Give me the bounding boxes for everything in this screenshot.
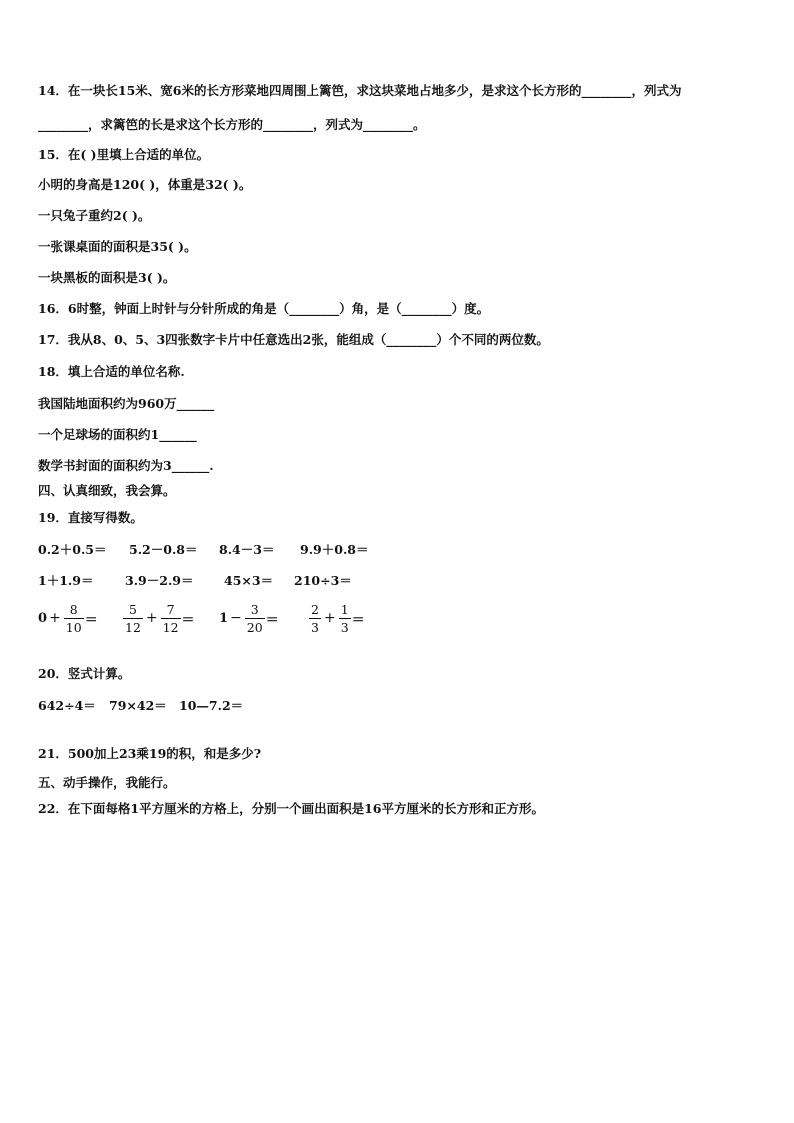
fraction-expression <box>219 596 279 640</box>
calc-item: 79×42＝ <box>109 698 167 713</box>
fraction <box>64 601 84 636</box>
q18-item: 一个足球场的面积约1______ <box>38 427 197 442</box>
numerator: 8 <box>69 601 78 617</box>
q21-text: 21．500加上23乘19的积，和是多少? <box>38 746 262 761</box>
calc-item: 8.4－3＝ <box>219 542 275 557</box>
numerator: 7 <box>166 601 175 617</box>
numerator: 1 <box>340 601 349 617</box>
calc-item: 5.2－0.8＝ <box>129 542 198 557</box>
equals-sign: ＝ <box>351 612 365 628</box>
fraction <box>309 601 321 636</box>
q15-item: 小明的身高是120( )，体重是32( )。 <box>38 177 252 192</box>
fraction-lead: 0 <box>38 610 48 626</box>
fraction <box>123 601 143 636</box>
section5-title: 五、动手操作，我能行。 <box>38 775 176 790</box>
calc-item: 10—7.2＝ <box>179 698 244 713</box>
operator: + <box>323 610 336 626</box>
equals-sign: ＝ <box>181 612 195 628</box>
fraction-expression <box>38 596 98 640</box>
calc-item: 0.2＋0.5＝ <box>38 542 107 557</box>
numerator: 5 <box>128 601 137 617</box>
q17-text: 17．我从8、0、5、3四张数字卡片中任意选出2张，能组成（________）个不同的两位数。 <box>38 332 549 347</box>
q20-title: 20．竖式计算。 <box>38 666 131 681</box>
q15-item: 一张课桌面的面积是35( )。 <box>38 239 197 254</box>
fraction-expression <box>122 596 195 640</box>
q22-text: 22．在下面每格1平方厘米的方格上，分别一个画出面积是16平方厘米的长方形和正方形。 <box>38 801 544 816</box>
q18-item: 我国陆地面积约为960万______ <box>38 396 215 411</box>
q19-title: 19．直接写得数。 <box>38 510 143 525</box>
q14-line2: ________，求篱笆的长是求这个长方形的________，列式为________。 <box>38 117 426 132</box>
calc-item: 45×3＝ <box>224 573 274 588</box>
denominator: 3 <box>340 619 349 635</box>
section4-title: 四、认真细致，我会算。 <box>38 483 176 498</box>
q15-item: 一只兔子重约2( )。 <box>38 208 151 223</box>
denominator: 12 <box>125 619 141 635</box>
fraction-lead: 1 <box>219 610 229 626</box>
operator: − <box>230 610 242 626</box>
denominator: 10 <box>65 619 82 635</box>
numerator: 2 <box>311 601 319 617</box>
calc-item: 642÷4＝ <box>38 698 96 713</box>
q15-item: 一块黑板的面积是3( )。 <box>38 270 176 285</box>
calc-item: 210÷3＝ <box>294 573 352 588</box>
q15-title: 15．在( )里填上合适的单位。 <box>38 147 210 162</box>
fraction <box>339 601 351 636</box>
operator: + <box>49 610 61 626</box>
q16-text: 16．6时整，钟面上时针与分针所成的角是（________）角，是（________）度。 <box>38 301 490 316</box>
q18-item: 数学书封面的面积约为3______. <box>38 458 214 473</box>
calc-item: 1＋1.9＝ <box>38 573 94 588</box>
fraction <box>161 601 181 636</box>
denominator: 20 <box>246 619 263 635</box>
numerator: 3 <box>250 601 259 617</box>
q14-line1: 14．在一块长15米、宽6米的长方形菜地四周围上篱笆，求这块菜地占地多少，是求这个长方形的________，列式为 <box>38 83 682 98</box>
calc-item: 9.9＋0.8＝ <box>300 542 369 557</box>
calc-item: 3.9－2.9＝ <box>125 573 194 588</box>
equals-sign: ＝ <box>84 612 98 628</box>
fraction <box>245 601 265 636</box>
equals-sign: ＝ <box>265 612 279 628</box>
q18-title: 18．填上合适的单位名称. <box>38 364 185 379</box>
denominator: 12 <box>162 619 179 635</box>
denominator: 3 <box>311 619 319 635</box>
operator: + <box>145 610 158 626</box>
fraction-expression <box>308 596 365 640</box>
